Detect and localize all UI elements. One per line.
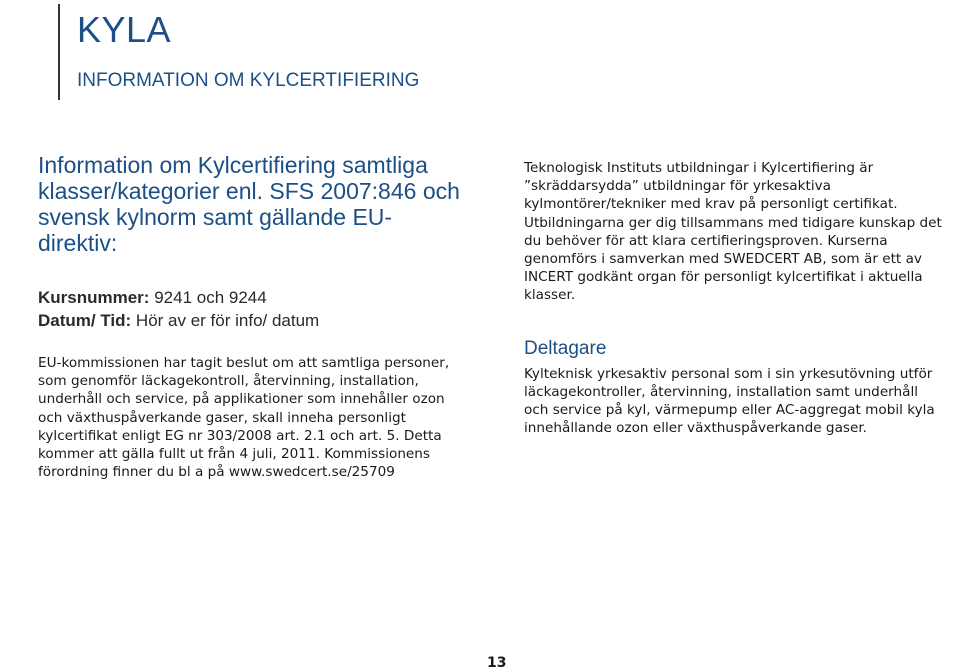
course-info [38,286,468,332]
page-subtitle: INFORMATION OM KYLCERTIFIERING [77,70,420,91]
page-number: 13 [487,655,507,671]
date-time-value: Hör av er för info/ datum [135,311,320,330]
left-column [38,152,468,481]
eu-regulation-text: EU-kommissionen har tagit beslut om att samtliga personer, som genomför läckagekontroll, återvinning, installation, underhåll och service, på applikationer som innehåller ozon och växthuspåverkande gaser, skall inneha personligt kylcertifikat enligt EG nr 303/2008 art. 2.1 och art. 5. Detta kommer att gälla fullt ut från 4 juli, 2011. Kommissionens förordning finner du bl a på www.swedcert.se/25709 [38,355,450,481]
course-number-label: Kursnummer: [38,288,150,307]
date-time-label: Datum/ Tid: [38,311,132,330]
course-number-row [38,286,468,309]
participants-heading: Deltagare [524,337,607,359]
participants-text: Kylteknisk yrkesaktiv personal som i sin yrkesutövning utför läckagekontroller, återvinning, installation samt underhåll och service på kyl, värmepump eller AC-aggregat mobil kyla innehållande ozon eller växthuspåverkande gaser. [524,365,935,437]
page-title: KYLA [77,9,172,50]
header-divider [58,4,60,100]
course-number-value: 9241 och 9244 [154,288,267,307]
intro-heading: Information om Kylcertifiering samtliga klasser/kategorier enl. SFS 2007:846 och svensk kylnorm samt gällande EU-direktiv: [38,152,460,256]
course-intro-text: Teknologisk Instituts utbildningar i Kylcertifiering är ”skräddarsydda” utbildningar för yrkesaktiva kylmontörer/tekniker med krav på personligt certifikat. Utbildningarna ger dig tillsammans med tidigare kunskap det du behöver för att klara certifieringsproven. Kurserna genomförs i samverkan med SWEDCERT AB, som är ett av INCERT godkänt organ för personligt kylcertifikat i aktuella klasser. [524,160,942,304]
date-time-row [38,309,468,332]
right-column [524,159,944,437]
